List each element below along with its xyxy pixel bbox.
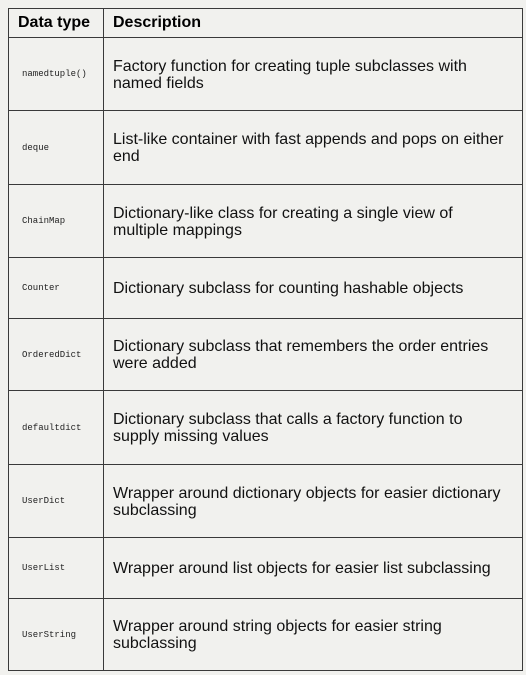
data-types-table-container bbox=[8, 8, 522, 671]
table-header-row bbox=[9, 9, 523, 38]
header-description: Description bbox=[104, 9, 523, 38]
cell-description: Dictionary subclass that calls a factory function to supply missing values bbox=[104, 391, 523, 465]
cell-description: Wrapper around list objects for easier list subclassing bbox=[104, 538, 523, 599]
cell-description: Wrapper around string objects for easier string subclassing bbox=[104, 599, 523, 671]
table-row bbox=[9, 185, 523, 258]
cell-description: Dictionary subclass for counting hashable objects bbox=[104, 258, 523, 319]
cell-description: Dictionary subclass that remembers the order entries were added bbox=[104, 319, 523, 391]
data-types-table bbox=[8, 8, 523, 671]
table-row bbox=[9, 538, 523, 599]
cell-data-type: OrderedDict bbox=[9, 319, 104, 391]
table-row bbox=[9, 391, 523, 465]
cell-data-type: namedtuple() bbox=[9, 38, 104, 111]
table-row bbox=[9, 599, 523, 671]
cell-description: Factory function for creating tuple subclasses with named fields bbox=[104, 38, 523, 111]
cell-data-type: UserList bbox=[9, 538, 104, 599]
table-row bbox=[9, 319, 523, 391]
cell-data-type: ChainMap bbox=[9, 185, 104, 258]
cell-data-type: Counter bbox=[9, 258, 104, 319]
table-row bbox=[9, 38, 523, 111]
cell-data-type: defaultdict bbox=[9, 391, 104, 465]
cell-data-type: deque bbox=[9, 111, 104, 185]
cell-data-type: UserDict bbox=[9, 465, 104, 538]
header-data-type: Data type bbox=[9, 9, 104, 38]
table-row bbox=[9, 111, 523, 185]
cell-data-type: UserString bbox=[9, 599, 104, 671]
cell-description: Wrapper around dictionary objects for easier dictionary subclassing bbox=[104, 465, 523, 538]
cell-description: Dictionary-like class for creating a single view of multiple mappings bbox=[104, 185, 523, 258]
table-row bbox=[9, 258, 523, 319]
table-row bbox=[9, 465, 523, 538]
cell-description: List-like container with fast appends and pops on either end bbox=[104, 111, 523, 185]
